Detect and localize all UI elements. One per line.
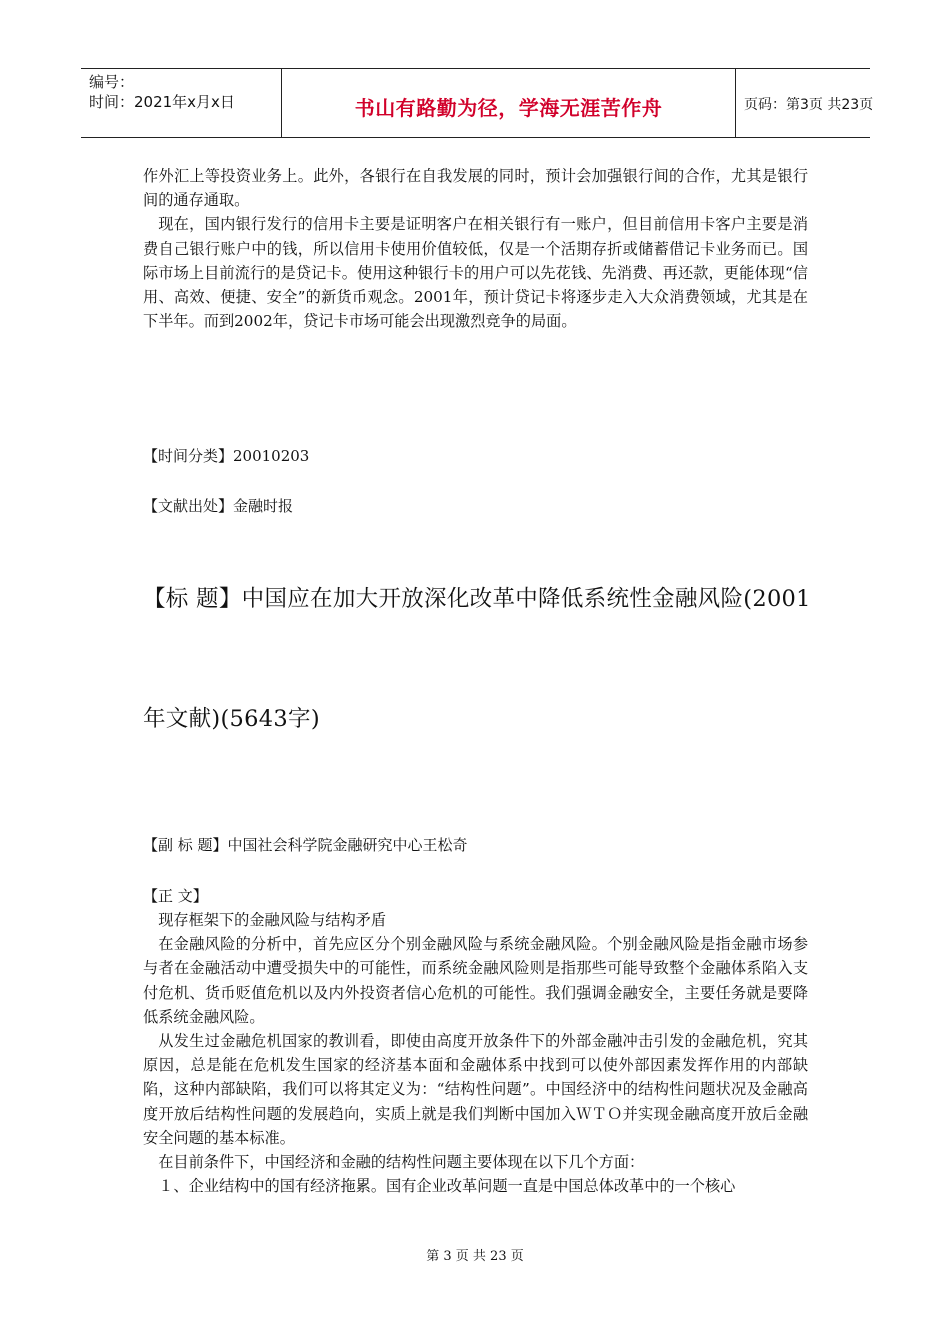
header-meta-cell (81, 69, 282, 137)
intro-text (143, 164, 808, 333)
intro-paragraph-1: 作外汇上等投资业务上。此外，各银行在自我发展的同时，预计会加强银行间的合作，尤其是银行间的通存通取。 (143, 167, 808, 210)
article-title-line-1: 【标 题】中国应在加大开放深化改革中降低系统性金融风险(2001 (143, 586, 811, 612)
body-paragraph: 在金融风险的分析中，首先应区分个别金融风险与系统金融风险。个别金融风险是指金融市场参与者在金融活动中遭受损失中的可能性，而系统金融风险则是指那些可能导致整个金融体系陷入支付危机、货币贬值危机以及内外投资者信心危机的可能性。我们强调金融安全，主要任务就是要降低系统金融风险。 (143, 935, 808, 1026)
page-footer: 第 3 页 共 23 页 (426, 1249, 524, 1264)
header-motto-cell (282, 69, 736, 137)
article-title-line-2: 年文献)(5643字) (143, 706, 320, 732)
time-label: 时间：2021年x月x日 (89, 93, 235, 111)
section-heading: 现存框架下的金融风险与结构矛盾 (158, 911, 386, 929)
article-subtitle: 【副 标 题】中国社会科学院金融研究中心王松奇 (143, 836, 468, 854)
body-paragraph: 从发生过金融危机国家的教训看，即使由高度开放条件下的外部金融冲击引发的金融危机，究其原因，总是能在危机发生国家的经济基本面和金融体系中找到可以使外部因素发挥作用的内部缺陷，这种内部缺陷，我们可以将其定义为：“结构性问题”。中国经济中的结构性问题状况及金融高度开放后结构性问题的发展趋向，实质上就是我们判断中国加入ＷＴＯ并实现金融高度开放后金融安全问题的基本标准。 (143, 1032, 808, 1147)
page-header (81, 68, 874, 138)
body-paragraph: 在目前条件下，中国经济和金融的结构性问题主要体现在以下几个方面： (158, 1153, 645, 1172)
number-label: 编号： (89, 73, 135, 91)
motto: 书山有路勤为径，学海无涯苦作舟 (354, 96, 663, 120)
body-paragraph: １、企业结构中的国有经济拖累。国有企业改革问题一直是中国总体改革中的一个核心 (158, 1177, 736, 1196)
page-info: 页码：第3页 共23页 (744, 97, 874, 113)
article-body (143, 908, 808, 1198)
header-page-cell (736, 69, 874, 137)
body-label: 【正 文】 (143, 887, 208, 905)
source: 【文献出处】金融时报 (143, 497, 294, 515)
time-class: 【时间分类】20010203 (143, 447, 310, 465)
intro-paragraph-2: 现在，国内银行发行的信用卡主要是证明客户在相关银行有一账户，但目前信用卡客户主要是消费自己银行账户中的钱，所以信用卡使用价值较低，仅是一个活期存折或储蓄借记卡业务而已。国际市场上目前流行的是贷记卡。使用这种银行卡的用户可以先花钱、先消费、再还款，更能体现“信用、高效、便捷、安全”的新货币观念。2001年，预计贷记卡将逐步走入大众消费领域，尤其是在下半年。而到2002年，贷记卡市场可能会出现激烈竞争的局面。 (143, 215, 808, 331)
